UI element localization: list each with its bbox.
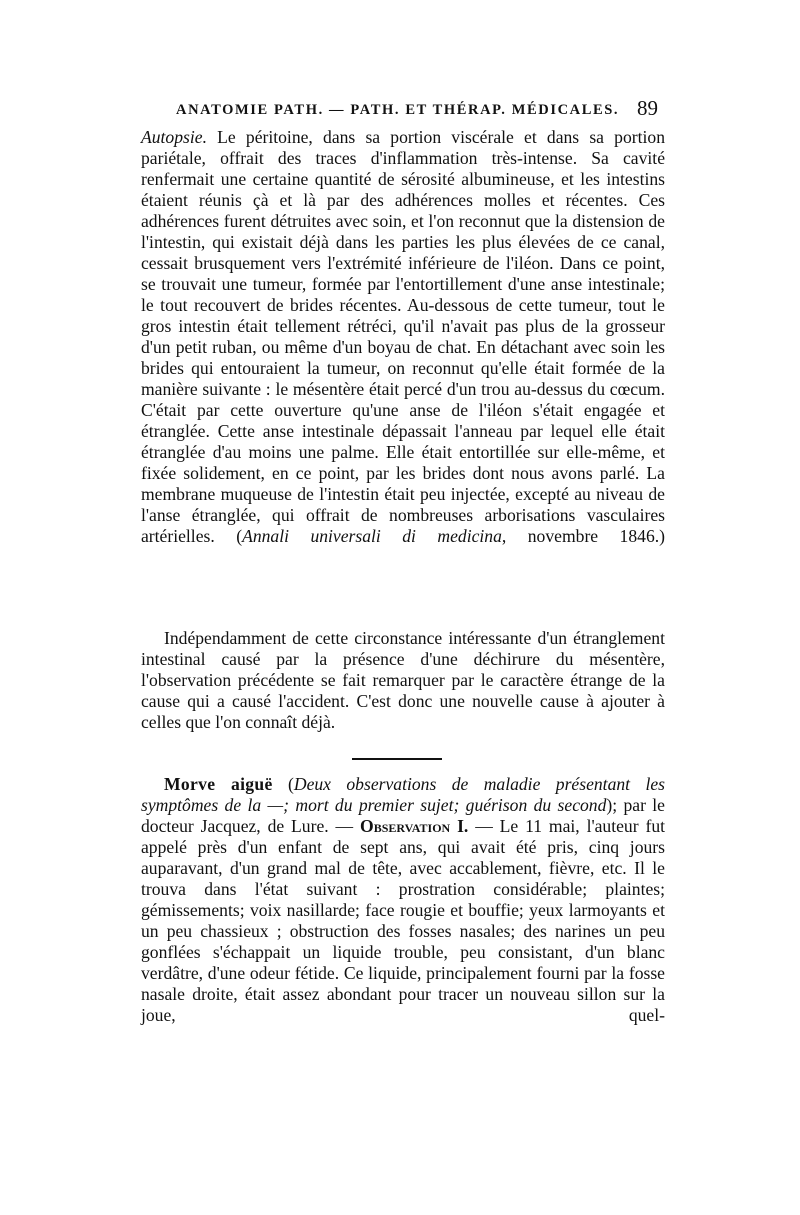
commentary-paragraph (141, 628, 665, 733)
autopsy-paragraph (141, 127, 665, 547)
subtitle-open: ( (272, 774, 294, 794)
citation-end: , novembre 1846.) (501, 526, 666, 546)
section-divider (352, 758, 442, 760)
glanders-paragraph (141, 774, 665, 1026)
observation-label: Observation I. (360, 816, 469, 836)
observation-body: — Le 11 mai, l'auteur fut appelé près d'un enfant de sept ans, qui avait été pris, cinq jours auparavant, d'un grand mal de tête, avec accablement, fièvre, etc. Il le trouva dans l'état suivant : prostration considérable; plaintes; gémissements; voix nasillarde; face rougie et bouffie; yeux larmoyants et un peu chassieux ; obstruction des fosses nasales; des narines un peu gonflées s'échappait un liquide trouble, peu consistant, d'un blanc verdâtre, d'une odeur fétide. Ce liquide, principalement fourni par la fosse nasale droite, était assez abondant pour tracer un nouveau sillon sur la joue, quel- (141, 816, 666, 1025)
commentary-body: Indépendamment de cette circonstance intéressante d'un étranglement intestinal causé par la présence d'une déchirure du mésentère, l'observation précédente se fait remarquer par le caractère étrange de la cause qui a causé l'accident. C'est donc une nouvelle cause à ajouter à celles que l'on connaît déjà. (141, 628, 665, 732)
autopsy-body: Le péritoine, dans sa portion viscérale et dans sa portion pariétale, offrait des traces d'inflammation très-intense. Sa cavité renfermait une certaine quantité de sérosité albumineuse, et les intestins étaient réunis çà et là par des adhérences molles et récentes. Ces adhérences furent détruites avec soin, et l'on reconnut que la distension de l'intestin, qui existait déjà dans les parties les plus élevées de ce canal, cessait brusquement vers l'extrémité inférieure de l'iléon. Dans ce point, se trouvait une tumeur, formée par l'entortillement d'une anse intestinale; le tout recouvert de brides récentes. Au-dessous de cette tumeur, tout le gros intestin était tellement rétréci, qu'il n'avait pas plus de la grosseur d'un petit ruban, ou même d'un boyau de chat. En détachant avec soin les brides qui entouraient la tumeur, on reconnut qu'elle était formée de la manière suivante : le mésentère était percé d'un trou au-dessus du cœcum. C'était par cette ouverture qu'une anse de l'iléon s'était engagée et étranglée. Cette anse intestinale dépassait l'anneau par lequel elle était étranglée d'au moins une palme. Elle était entortillée sur elle-même, et fixée solidement, en ce point, par les brides dont nous avons parlé. La membrane muqueuse de l'intestin était peu injectée, excepté au niveau de l'anse étranglée, qui offrait de nombreuses arborisations vasculaires artérielles. ( (141, 127, 665, 546)
section-title: Morve aiguë (164, 774, 273, 794)
autopsy-label: Autopsie. (141, 127, 207, 147)
page-header (172, 96, 658, 126)
running-head: ANATOMIE PATH. — PATH. ET THÉRAP. MÉDICALES. (176, 102, 620, 118)
journal-citation: Annali universali di medicina (242, 526, 502, 546)
page-number: 89 (637, 96, 658, 120)
section-subtitle: Deux observations de maladie présentant les symptômes de la —; mort du premier sujet; guérison du second (141, 774, 665, 815)
subtitle-close: ); par le docteur Jacquez, de Lure. — (141, 795, 665, 836)
